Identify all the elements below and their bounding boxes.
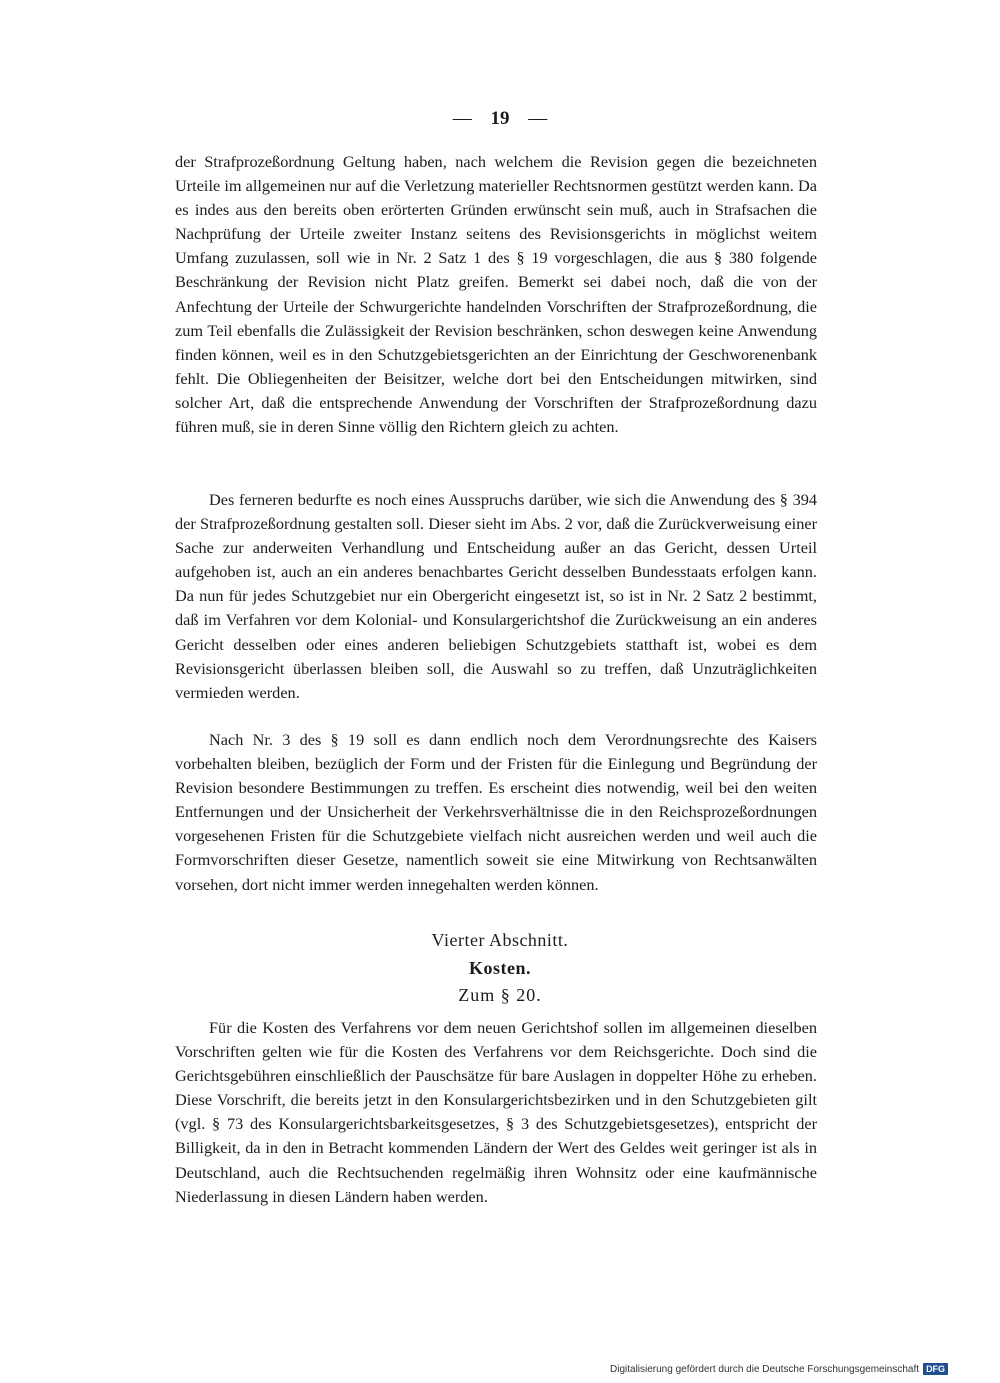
body-paragraph-2-block [175,488,817,705]
page-dash-left: — [452,108,472,129]
section-heading: Vierter Abschnitt. [431,930,569,950]
digitization-footer [610,1363,948,1375]
page-number-value: 19 [490,108,510,129]
page-number [0,108,1000,130]
dfg-logo: DFG [923,1363,948,1375]
body-paragraph-1: der Strafprozeßordnung Geltung haben, nach welchem die Revision gegen die bezeichneten Urteile im allgemeinen nur auf die Verletzung materieller Rechtsnormen gestützt werden kann. Da es indes aus den bereits oben erörterten Gründen erwünscht sein muß, auch in Strafsachen die Nachprüfung der Urteile zweiter Instanz seitens des Revisionsgerichts in möglichst weitem Umfang zuzulassen, soll wie in Nr. 2 Satz 1 des § 19 vorgeschlagen, die aus § 380 folgende Beschränkung der Revision nicht Platz greifen. Bemerkt sei dabei noch, daß die von der Anfechtung der Urteile der Schwurgerichte handelnden Vorschriften der Strafprozeßordnung, die zum Teil ebenfalls die Zulässigkeit der Revision beschränken, schon deswegen keine Anwendung finden können, weil es in den Schutzgebietsgerichten an der Einrichtung der Geschworenenbank fehlt. Die Obliegenheiten der Beisitzer, welche dort bei den Entscheidungen mitwirken, sind solcher Art, daß die entsprechende Anwendung der Vorschriften der Strafprozeßordnung dazu führen muß, sie in deren Sinne völlig den Richtern gleich zu achten. [175,152,817,437]
body-paragraph-1-block [175,150,817,439]
body-paragraph-2: Des ferneren bedurfte es noch eines Ausspruchs darüber, wie sich die Anwendung des § 394 der Strafprozeßordnung gestalten soll. Dieser sieht im Abs. 2 vor, daß die Zurückverweisung einer Sache zur anderweiten Verhandlung und Entscheidung außer an das Gericht, dessen Urteil aufgehoben ist, auch an ein anderes benachbartes Gericht desselben Bundesstaats erfolgen kann. Da nun für jedes Schutzgebiet nur ein Obergericht eingesetzt ist, so ist in Nr. 2 Satz 2 bestimmt, daß im Verfahren vor dem Kolonial- und Konsulargerichtshof die Zurückweisung an ein anderes Gericht desselben oder eines anderen beliebigen Schutzgebiets statthaft ist, wobei es dem Revisionsgericht überlassen bleiben soll, die Auswahl so zu treffen, daß Unzuträglichkeiten vermieden werden. [175,490,817,702]
body-paragraph-3-block [175,728,817,897]
section-title: Kosten. [469,958,531,978]
page-dash-right: — [528,108,548,129]
body-paragraph-4: Für die Kosten des Verfahrens vor dem neuen Gerichtshof sollen im allgemeinen dieselben Vorschriften gelten wie für die Kosten des Verfahrens vor dem Reichsgerichte. Doch sind die Gerichtsgebühren einschließlich der Pauschsätze für bare Auslagen in doppelter Höhe zu erheben. Diese Vorschrift, die bereits jetzt in den Konsulargerichtsbezirken und in den Schutzgebieten gilt (vgl. § 73 des Konsulargerichtsbarkeitsgesetzes, § 3 des Schutzgebietsgesetzes), entspricht der Billigkeit, da in den in Betracht kommenden Ländern der Wert des Geldes weit geringer ist als in Deutschland, auch die Rechtsuchenden regelmäßig ihren Wohnsitz oder eine kaufmännische Niederlassung in diesen Ländern haben werden. [175,1018,817,1206]
footer-text: Digitalisierung gefördert durch die Deutsche Forschungsgemeinschaft [610,1363,920,1375]
body-paragraph-3: Nach Nr. 3 des § 19 soll es dann endlich noch dem Verordnungsrechte des Kaisers vorbehalten bleiben, bezüglich der Form und der Fristen für die Einlegung und Begründung der Revision besondere Bestimmungen zu treffen. Es erscheint dies notwendig, weil bei den weiten Entfernungen und der Unsicherheit der Verkehrsverhältnisse die in den Reichsprozeßordnungen vorgesehenen Fristen für die Schutzgebiete vielfach nicht ausreichen werden und weil auch die Formvorschriften dieser Gesetze, namentlich soweit sie eine Mitwirkung von Rechtsanwälten vorsehen, dort nicht immer werden innegehalten werden können. [175,730,817,894]
body-paragraph-4-block [175,1016,817,1209]
paragraph-heading: Zum § 20. [458,985,542,1005]
